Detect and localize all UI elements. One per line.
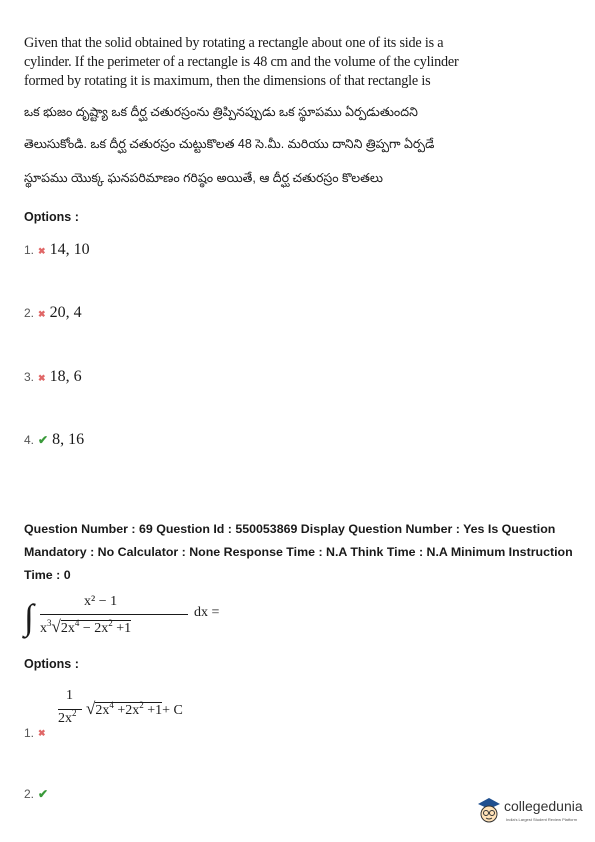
integrand-denominator: $x^3√2x^4 - 2x^2 +1$	[40, 617, 132, 636]
cross-icon: ✖	[38, 373, 46, 383]
question-text-te-line-1: ఒక భుజం దృష్ట్యా ఒక దీర్ఘ చతురస్రంను త్రిప్పినప్పుడు ఒక స్థూపము ఏర్పడుతుందని	[24, 105, 418, 119]
logo-tagline: India's Largest Student Review Platform	[506, 817, 578, 822]
integral-expression	[24, 593, 324, 645]
option-expression: $√2x^4 +2x^2 +1+ C$	[86, 699, 183, 718]
fraction-denominator: $2x^2$	[58, 708, 77, 726]
collegedunia-logo	[476, 796, 586, 832]
option-3[interactable]	[24, 368, 82, 386]
question-text-te-line-2: తెలుసుకోండి. ఒక దీర్ఘ చతురస్రం చుట్టుకొలత 48 సె.మీ. మరియు దానిని త్రిప్పగా ఏర్పడే	[24, 137, 435, 151]
integrand-numerator: x² − 1	[84, 594, 118, 609]
question-text-en: Given that the solid obtained by rotating a rectangle about one of its side is a cylinder. If the perimeter of a rectangle is 48 cm and the volume of the cylinder formed by rotating it is maximum, then the dimensions of that rectangle is	[24, 35, 459, 89]
fraction-numerator: 1	[66, 688, 73, 703]
cross-icon: ✖	[38, 728, 46, 738]
option-2[interactable]	[24, 304, 82, 322]
integral-sign: ∫	[24, 597, 34, 637]
option-number: 2.	[24, 787, 35, 801]
question-metadata: Question Number : 69 Question Id : 550053869 Display Question Number : Yes Is Question Mandatory : No Calculator : None Response Time : N.A Think Time : N.A Minimum Instruction Time : 0	[24, 522, 573, 582]
options-label: Options :	[24, 210, 79, 224]
logo-name: collegedunia	[504, 798, 583, 814]
option-number: 2.	[24, 306, 35, 320]
question-text-te-line-3: స్థూపము యొక్క ఘనపరిమాణం గరిష్ఠం అయితే, ఆ దీర్ఘ చతురస్రం కొలతలు	[24, 171, 384, 185]
mascot-icon	[476, 796, 502, 824]
fraction-line	[40, 614, 188, 615]
option-value: 20, 4	[49, 304, 82, 321]
dx-equals: dx =	[194, 605, 220, 620]
q69-option-2[interactable]	[24, 785, 48, 803]
option-number: 3.	[24, 370, 35, 384]
fraction-line	[58, 709, 82, 710]
option-value: 18, 6	[49, 368, 82, 385]
options-label-q69: Options :	[24, 657, 79, 671]
option-value: 14, 10	[49, 241, 90, 258]
checkmark-icon: ✔	[38, 433, 49, 447]
option-number: 1.	[24, 243, 35, 257]
cross-icon: ✖	[38, 246, 46, 256]
option-number: 4.	[24, 433, 35, 447]
option-4[interactable]	[24, 431, 84, 449]
option-number: 1.	[24, 726, 35, 740]
checkmark-icon: ✔	[38, 787, 49, 801]
q69-option-1[interactable]	[24, 688, 284, 742]
option-1[interactable]	[24, 241, 90, 259]
option-value: 8, 16	[52, 431, 85, 448]
cross-icon: ✖	[38, 309, 46, 319]
